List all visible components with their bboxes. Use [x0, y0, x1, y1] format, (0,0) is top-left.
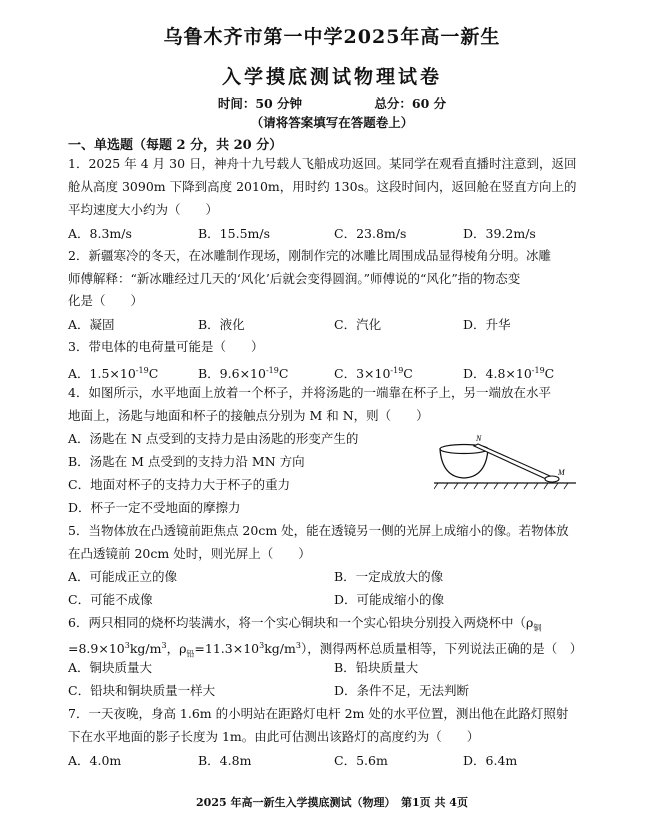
- ground-hatching: [434, 483, 568, 489]
- q4-option-c: C．地面对杯子的支持力大于杯子的重力: [68, 477, 291, 492]
- q5-option-a: A．可能成正立的像: [68, 569, 178, 584]
- q3-option-b: B．$9.6\times 10^{-19}C$: [198, 366, 289, 382]
- q3-option-c: C．$3\times 10^{-19}C$: [334, 366, 413, 382]
- q1-line2: 舱从高度 3090m 下降到高度 2010m，用时约 130s。这段时间内，返回舱在竖直方向上的: [68, 179, 577, 194]
- q1-option-c: C．23.8m/s: [334, 226, 407, 241]
- q1-line1: 1．2025 年 4 月 30 日，神舟十九号载人飞船成功返回。某同学在观看直播时注意到，返回: [68, 156, 577, 171]
- q5-line2: 在凸透镜前 20cm 处时，则光屏上（ ）: [68, 546, 311, 561]
- spoon-bowl: [545, 476, 559, 482]
- q1-option-b: B．15.5m/s: [198, 226, 270, 241]
- q5-option-c: C．可能不成像: [68, 592, 153, 607]
- q2-line2: 师傅解释：“新冰雕经过几天的‘风化’后就会变得圆润。”师傅说的“风化”指的物态变: [68, 271, 521, 286]
- q2-line1: 2．新疆寒冷的冬天，在冰雕制作现场，刚制作完的冰雕比周围成品显得棱角分明。冰雕: [68, 248, 551, 263]
- q1-line3: 平均速度大小约为（ ）: [68, 202, 219, 217]
- q4-option-b: B．汤匙在 M 点受到的支持力沿 MN 方向: [68, 454, 305, 469]
- q7-option-d: D．6.4m: [463, 753, 518, 768]
- q6-option-a: A．铜块质量大: [68, 660, 153, 675]
- q6-option-d: D．条件不足，无法判断: [334, 683, 470, 698]
- q4-line2: 地面上，汤匙与地面和杯子的接触点分别为 M 和 N，则（ ）: [68, 408, 429, 423]
- exam-score: 总分：60 分: [374, 96, 447, 111]
- q5-line1: 5．当物体放在凸透镜前距焦点 20cm 处，能在透镜另一侧的光屏上成缩小的像。若物体放: [68, 523, 569, 538]
- exam-title-line2: 入学摸底测试物理试卷: [221, 66, 442, 88]
- cup-spoon-figure: [434, 433, 576, 491]
- point-n-label: N: [476, 434, 482, 443]
- q5-option-b: B．一定成放大的像: [334, 569, 444, 584]
- exam-time: 时间：50 分钟: [217, 96, 303, 111]
- q1-option-a: A．8.3m/s: [68, 226, 132, 241]
- exam-note: （请将答案填写在答题卷上）: [250, 115, 414, 130]
- q2-option-d: D．升华: [463, 317, 511, 332]
- q3-option-d: D．$4.8\times 10^{-19}C$: [463, 366, 555, 382]
- q4-option-a: A．汤匙在 N 点受到的支持力是由汤匙的形变产生的: [68, 431, 359, 446]
- section-heading: 一、单选题（每题 2 分，共 20 分）: [68, 138, 283, 153]
- q7-option-a: A．4.0m: [68, 753, 122, 768]
- q1-option-d: D．39.2m/s: [463, 226, 536, 241]
- q7-option-c: C．5.6m: [334, 753, 388, 768]
- q6-line2: $=8.9\times 10^3kg/m^3$，$\rho_铅=11.3\times 10^3kg/m^3$），测得两杯总质量相等，下列说法正确的是（ ）: [68, 641, 583, 659]
- q4-option-d: D．杯子一定不受地面的摩擦力: [68, 500, 241, 515]
- exam-title-line1: 乌鲁木齐市第一中学2025年高一新生: [163, 26, 501, 48]
- q2-option-c: C．汽化: [334, 317, 382, 332]
- q7-line1: 7．一天夜晚，身高 1.6m 的小明站在距路灯电杆 2m 处的水平位置，测出他在此路灯照射: [68, 706, 569, 721]
- q6-option-c: C．铅块和铜块质量一样大: [68, 683, 216, 698]
- point-m-label: M: [558, 468, 565, 477]
- q2-line3: 化是（ ）: [68, 293, 144, 308]
- q4-line1: 4．如图所示，水平地面上放着一个杯子，并将汤匙的一端靠在杯子上，另一端放在水平: [68, 385, 551, 400]
- q5-option-d: D．可能成缩小的像: [334, 592, 445, 607]
- q3-option-a: A．$1.5\times 10^{-19}C$: [68, 366, 159, 382]
- q7-option-b: B．4.8m: [198, 753, 252, 768]
- exam-info: [0, 94, 664, 112]
- q2-option-b: B．液化: [198, 317, 245, 332]
- page-footer: 2025 年高一新生入学摸底测试（物理） 第1页 共 4页: [196, 796, 468, 809]
- q7-line2: 下在水平地面的影子长度为 1m。由此可估测出该路灯的高度约为（ ）: [68, 729, 480, 744]
- q6-option-b: B．铅块质量大: [334, 660, 419, 675]
- q3-line1: 3．带电体的电荷量可能是（ ）: [68, 339, 264, 354]
- q6-line1: 6．两只相同的烧杯均装满水，将一个实心铜块和一个实心铅块分别投入两烧杯中（$\rho_铜$: [68, 615, 542, 633]
- q2-option-a: A．凝固: [68, 317, 115, 332]
